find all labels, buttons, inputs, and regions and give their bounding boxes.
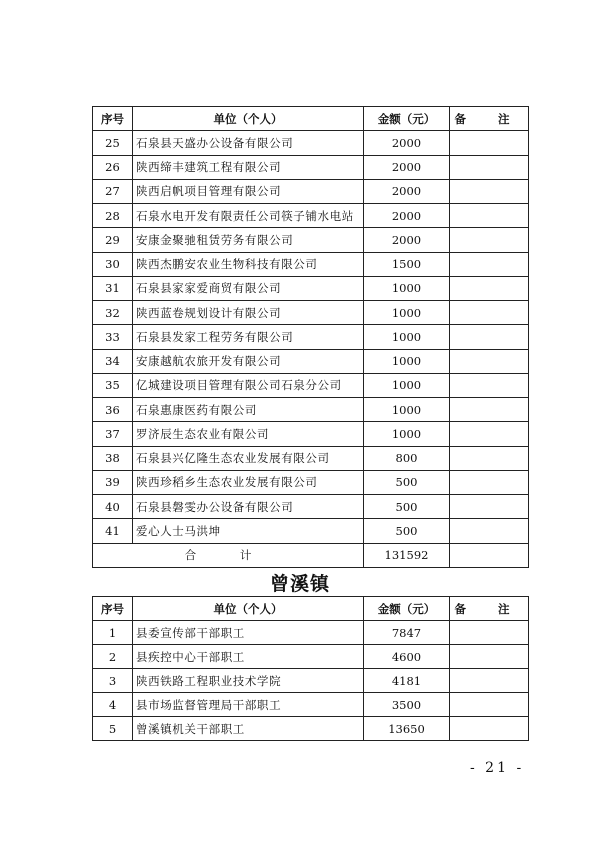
row-amount: 1000 [364,301,450,325]
row-unit: 石泉水电开发有限责任公司筷子铺水电站 [133,204,364,228]
row-amount: 500 [364,495,450,519]
row-unit: 县市场监督管理局干部职工 [133,693,364,717]
row-amount: 13650 [364,717,450,741]
row-amount: 1000 [364,349,450,373]
row-amount: 500 [364,470,450,494]
row-unit: 安康金聚驰租赁劳务有限公司 [133,228,364,252]
row-amount: 2000 [364,155,450,179]
row-index: 38 [93,446,133,470]
row-unit: 石泉县家家爱商贸有限公司 [133,276,364,300]
row-amount: 4600 [364,645,450,669]
table-row [93,669,529,693]
row-unit: 陕西杰鹏安农业生物科技有限公司 [133,252,364,276]
table-row [93,470,529,494]
row-unit: 陕西启帆项目管理有限公司 [133,179,364,203]
row-remark [450,155,529,179]
row-unit: 陕西缔丰建筑工程有限公司 [133,155,364,179]
table-row [93,301,529,325]
table-row [93,228,529,252]
row-index: 39 [93,470,133,494]
header-remark: 备 注 [450,107,529,131]
row-unit: 陕西珍稻乡生态农业发展有限公司 [133,470,364,494]
row-index: 28 [93,204,133,228]
table-header-row [93,107,529,131]
row-remark [450,717,529,741]
row-index: 1 [93,621,133,645]
row-index: 35 [93,373,133,397]
donation-table-1 [92,106,529,568]
row-amount: 2000 [364,131,450,155]
row-remark [450,179,529,203]
row-unit: 陕西蓝卷规划设计有限公司 [133,301,364,325]
row-remark [450,349,529,373]
row-amount: 4181 [364,669,450,693]
row-remark [450,373,529,397]
row-index: 31 [93,276,133,300]
row-remark [450,446,529,470]
table-row [93,325,529,349]
table-row [93,373,529,397]
table-row [93,398,529,422]
row-remark [450,669,529,693]
row-amount: 7847 [364,621,450,645]
total-amount: 131592 [364,543,450,567]
header-amount: 金额（元） [364,597,450,621]
row-remark [450,228,529,252]
row-index: 27 [93,179,133,203]
row-remark [450,301,529,325]
row-index: 33 [93,325,133,349]
row-index: 3 [93,669,133,693]
header-remark: 备 注 [450,597,529,621]
table-row [93,155,529,179]
table-row [93,495,529,519]
table-row [93,131,529,155]
row-unit: 石泉县发家工程劳务有限公司 [133,325,364,349]
header-unit: 单位（个人） [133,107,364,131]
row-amount: 2000 [364,204,450,228]
table-row [93,252,529,276]
row-index: 25 [93,131,133,155]
row-unit: 曾溪镇机关干部职工 [133,717,364,741]
row-amount: 2000 [364,228,450,252]
row-amount: 1000 [364,422,450,446]
row-remark [450,519,529,543]
row-unit: 石泉县天盛办公设备有限公司 [133,131,364,155]
row-index: 40 [93,495,133,519]
row-remark [450,131,529,155]
row-remark [450,621,529,645]
row-amount: 3500 [364,693,450,717]
row-index: 5 [93,717,133,741]
row-amount: 1000 [364,398,450,422]
row-index: 2 [93,645,133,669]
total-label: 合 计 [93,543,364,567]
row-unit: 亿城建设项目管理有限公司石泉分公司 [133,373,364,397]
row-amount: 1000 [364,373,450,397]
total-row [93,543,529,567]
table-row [93,717,529,741]
row-index: 30 [93,252,133,276]
header-index: 序号 [93,107,133,131]
row-amount: 2000 [364,179,450,203]
row-amount: 1500 [364,252,450,276]
row-index: 29 [93,228,133,252]
row-remark [450,495,529,519]
table-row [93,693,529,717]
table-row [93,645,529,669]
row-amount: 500 [364,519,450,543]
row-index: 36 [93,398,133,422]
row-index: 34 [93,349,133,373]
page-number: - 21 - [470,760,525,776]
row-remark [450,693,529,717]
table-row [93,446,529,470]
row-index: 4 [93,693,133,717]
row-remark [450,470,529,494]
row-remark [450,645,529,669]
row-unit: 县疾控中心干部职工 [133,645,364,669]
row-remark [450,398,529,422]
table-row [93,349,529,373]
row-amount: 1000 [364,325,450,349]
row-amount: 800 [364,446,450,470]
row-index: 41 [93,519,133,543]
header-amount: 金额（元） [364,107,450,131]
table-row [93,422,529,446]
table-row [93,621,529,645]
total-remark [450,543,529,567]
row-remark [450,252,529,276]
row-unit: 县委宣传部干部职工 [133,621,364,645]
row-remark [450,325,529,349]
table-row [93,276,529,300]
table-row [93,519,529,543]
table-row [93,204,529,228]
row-unit: 石泉惠康医药有限公司 [133,398,364,422]
row-unit: 安康越航农旅开发有限公司 [133,349,364,373]
row-remark [450,276,529,300]
header-index: 序号 [93,597,133,621]
row-index: 32 [93,301,133,325]
row-unit: 陕西铁路工程职业技术学院 [133,669,364,693]
row-unit: 石泉县磐雯办公设备有限公司 [133,495,364,519]
row-unit: 罗济辰生态农业有限公司 [133,422,364,446]
table-row [93,179,529,203]
row-unit: 爱心人士马洪坤 [133,519,364,543]
row-index: 26 [93,155,133,179]
row-index: 37 [93,422,133,446]
row-unit: 石泉县兴亿隆生态农业发展有限公司 [133,446,364,470]
row-remark [450,204,529,228]
table-header-row [93,597,529,621]
donation-table-2 [92,596,529,741]
row-remark [450,422,529,446]
header-unit: 单位（个人） [133,597,364,621]
row-amount: 1000 [364,276,450,300]
section-title: 曾溪镇 [269,573,330,595]
